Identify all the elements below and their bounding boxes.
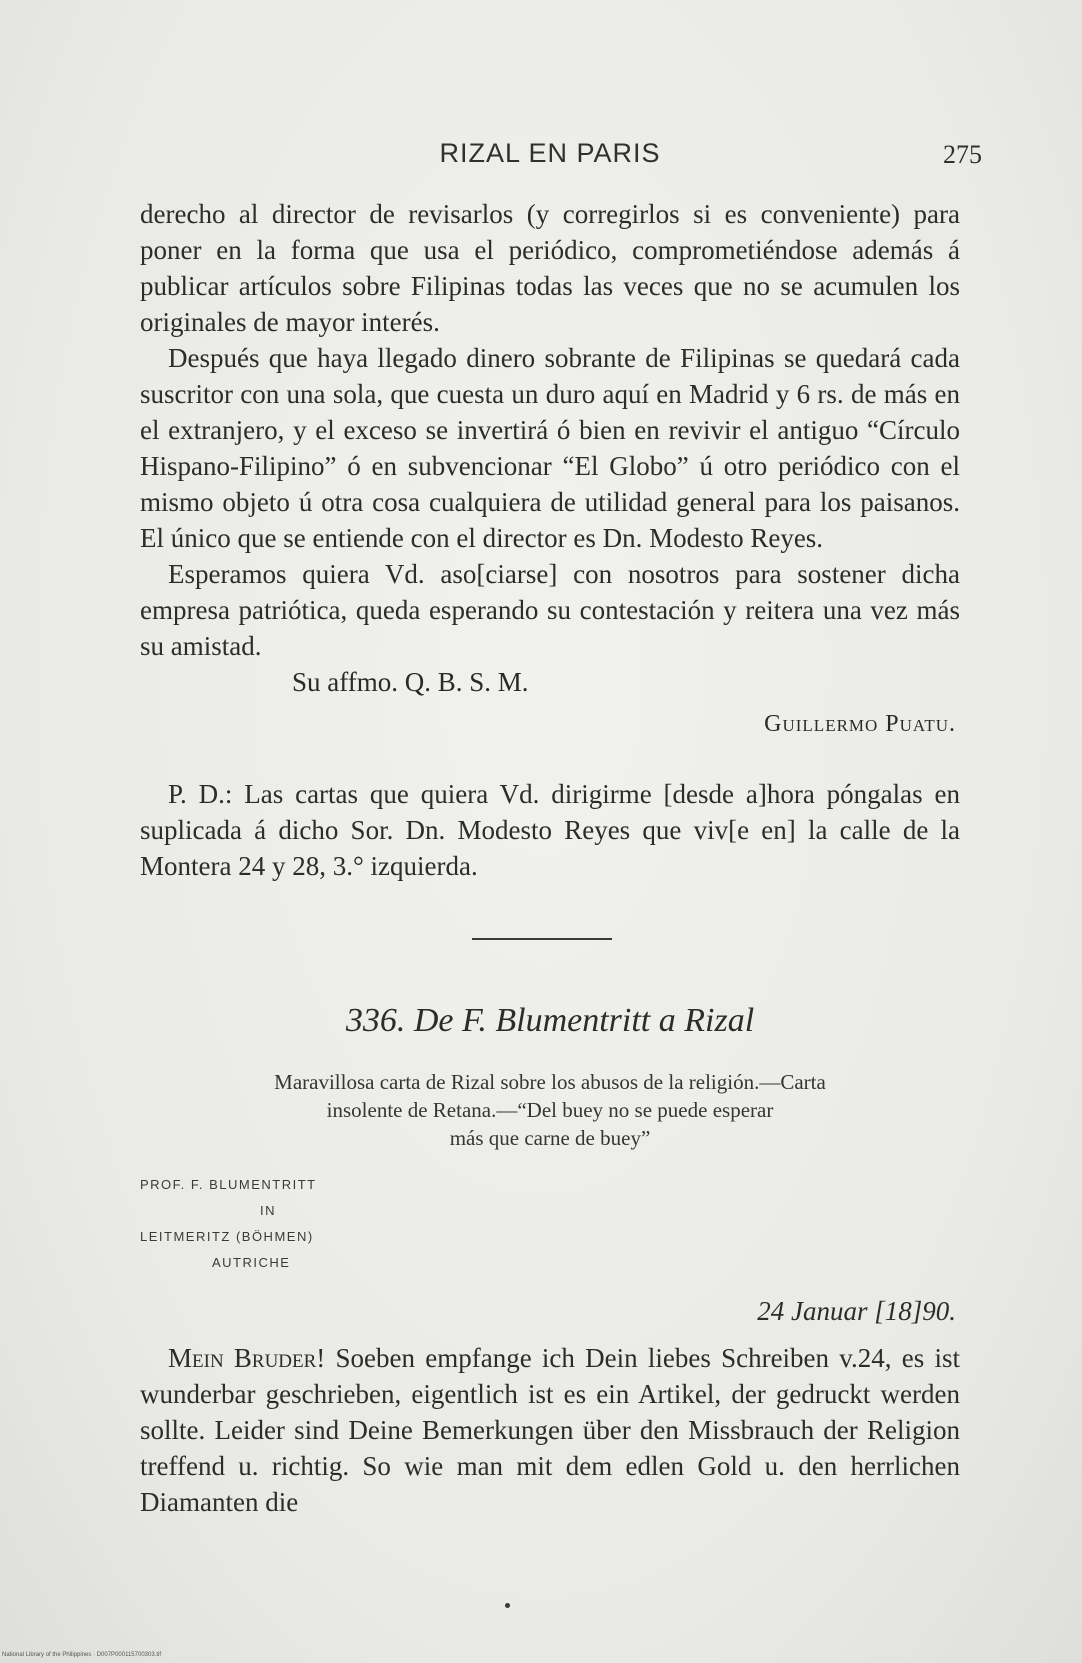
running-title: RIZAL EN PARIS bbox=[439, 138, 661, 168]
letter-date: 24 Januar [18]90. bbox=[757, 1296, 956, 1326]
scan-credit: National Library of the Philippines · D007P000115700303.tif bbox=[2, 1652, 161, 1658]
postscript: P. D.: Las cartas que quiera Vd. dirigirme [desde a]hora póngalas en suplicada á dicho Sor. Dn. Modesto Reyes que viv[e en] la calle de la Montera 24 y 28, 3.° izquierda. bbox=[140, 779, 960, 881]
section-divider bbox=[472, 938, 612, 940]
letter-body bbox=[140, 196, 960, 884]
closing-formula: Su affmo. Q. B. S. M. bbox=[292, 667, 529, 697]
german-letter-text bbox=[140, 1340, 960, 1520]
letterhead-address bbox=[140, 1172, 400, 1276]
summary-line: más que carne de buey” bbox=[449, 1126, 651, 1150]
summary-line: Maravillosa carta de Rizal sobre los abusos de la religión.—Carta bbox=[274, 1070, 826, 1094]
signature: Guillermo Puatu. bbox=[764, 711, 956, 737]
address-line: PROF. F. BLUMENTRITT bbox=[140, 1177, 317, 1192]
page-number: 275 bbox=[943, 140, 982, 169]
paragraph-2: Después que haya llegado dinero sobrante de Filipinas se quedará cada suscritor con una sola, que cuesta un duro aquí en Madrid y 6 rs. de más en el extranjero, y el exceso se invertirá ó bien en revivir el antiguo “Círculo Hispano-Filipino” ó en subvencionar “El Globo” ú otro periódico con el mismo objeto ú otra cosa cualquiera de utilidad general para los paisanos. El único que se entiende con el director es Dn. Modesto Reyes. bbox=[140, 343, 960, 553]
paragraph-3: Esperamos quiera Vd. aso[ciarse] con nosotros para sostener dicha empresa patriótica, queda esperando su contestación y reitera una vez más su amistad. bbox=[140, 559, 960, 661]
german-text: Soeben empfange ich Dein liebes Schreiben v.24, es ist wunderbar geschrieben, eigentlich ist es ein Artikel, der gedruckt werden sollte. Leider sind Deine Bemerkungen über den Missbrauch der Religion treffend u. richtig. So wie man mit dem edlen Gold u. den herrlichen Diamanten die bbox=[140, 1343, 960, 1517]
german-paragraph bbox=[140, 1340, 960, 1520]
printer-mark bbox=[505, 1603, 510, 1608]
salutation: Mein Bruder! bbox=[168, 1343, 326, 1373]
address-line: LEITMERITZ (BÖHMEN) bbox=[140, 1229, 314, 1244]
address-line: IN bbox=[260, 1203, 276, 1218]
letter-summary bbox=[160, 1068, 940, 1152]
address-line: AUTRICHE bbox=[212, 1255, 291, 1270]
paragraph-1: derecho al director de revisarlos (y corregirlos si es conveniente) para poner en la forma que usa el periódico, comprometiéndose además á publicar artículos sobre Filipinas todas las veces que no se acumulen los originales de mayor interés. bbox=[140, 199, 960, 337]
letter-heading: 336. De F. Blumentritt a Rizal bbox=[345, 1002, 755, 1039]
running-head bbox=[140, 138, 982, 178]
summary-line: insolente de Retana.—“Del buey no se puede esperar bbox=[326, 1098, 774, 1122]
